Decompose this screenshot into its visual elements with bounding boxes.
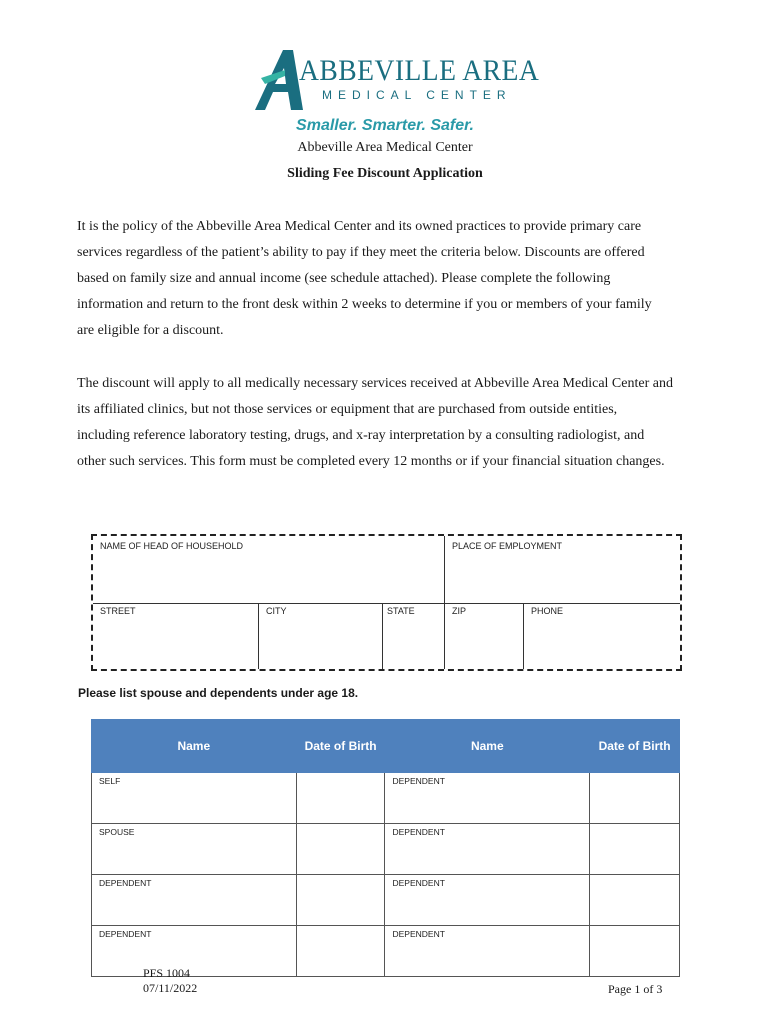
dob-cell[interactable]: [296, 875, 385, 926]
table-row: [92, 824, 680, 875]
divider: [523, 603, 524, 669]
name-cell[interactable]: SELF: [92, 773, 297, 824]
divider: [382, 603, 383, 669]
paragraph-line: information and return to the front desk within 2 weeks to determine if you or members of your family: [77, 297, 652, 312]
organization-name: Abbeville Area Medical Center: [297, 140, 473, 155]
household-form: [91, 534, 682, 671]
form-id: PFS 1004: [143, 966, 191, 980]
name-cell[interactable]: DEPENDENT: [92, 875, 297, 926]
column-header-dob: Date of Birth: [590, 720, 680, 773]
name-cell[interactable]: DEPENDENT: [385, 824, 590, 875]
tagline: Smaller. Smarter. Safer.: [296, 117, 474, 134]
phone-field[interactable]: PHONE: [531, 606, 564, 616]
table-row: [92, 773, 680, 824]
logo-subtitle: MEDICAL CENTER: [322, 88, 512, 102]
policy-paragraph: [77, 214, 697, 344]
dob-cell[interactable]: [590, 824, 680, 875]
column-header-name: Name: [385, 720, 590, 773]
dob-cell[interactable]: [590, 875, 680, 926]
logo-a-mark-icon: [255, 48, 305, 112]
dependents-heading: Please list spouse and dependents under age 18.: [78, 686, 359, 700]
footer-form-info: [143, 966, 197, 996]
column-header-dob: Date of Birth: [296, 720, 385, 773]
discount-paragraph: [77, 371, 697, 475]
paragraph-line: its affiliated clinics, but not those services or equipment that are purchased from outside entities,: [77, 402, 618, 417]
paragraph-line: services regardless of the patient’s ability to pay if they meet the criteria below. Discounts are offered: [77, 245, 645, 260]
head-of-household-field[interactable]: NAME OF HEAD OF HOUSEHOLD: [100, 541, 244, 551]
divider: [93, 603, 680, 604]
name-cell[interactable]: DEPENDENT: [92, 926, 297, 977]
paragraph-line: based on family size and annual income (see schedule attached). Please complete the following: [77, 271, 611, 286]
street-field[interactable]: STREET: [100, 606, 136, 616]
name-cell[interactable]: SPOUSE: [92, 824, 297, 875]
dob-cell[interactable]: [296, 824, 385, 875]
paragraph-line: It is the policy of the Abbeville Area Medical Center and its owned practices to provide primary care: [77, 219, 642, 234]
paragraph-line: The discount will apply to all medically necessary services received at Abbeville Area Medical Center and: [77, 376, 673, 391]
table-row: [92, 875, 680, 926]
dependents-table: [91, 719, 680, 977]
dob-cell[interactable]: [590, 773, 680, 824]
dob-cell[interactable]: [296, 926, 385, 977]
paragraph-line: other such services. This form must be completed every 12 months or if your financial situation changes.: [77, 454, 665, 469]
paragraph-line: are eligible for a discount.: [77, 323, 224, 338]
divider: [258, 603, 259, 669]
page-number: Page 1 of 3: [608, 982, 663, 996]
name-cell[interactable]: DEPENDENT: [385, 875, 590, 926]
form-date: 07/11/2022: [143, 981, 198, 995]
document-title: Sliding Fee Discount Application: [287, 166, 483, 181]
abbeville-logo: [255, 48, 540, 112]
column-header-name: Name: [92, 720, 297, 773]
city-field[interactable]: CITY: [266, 606, 287, 616]
table-header-row: [92, 720, 680, 773]
place-of-employment-field[interactable]: PLACE OF EMPLOYMENT: [452, 541, 563, 551]
name-cell[interactable]: DEPENDENT: [385, 773, 590, 824]
name-cell[interactable]: DEPENDENT: [385, 926, 590, 977]
paragraph-line: including reference laboratory testing, drugs, and x-ray interpretation by a consulting radiologist, and: [77, 428, 645, 443]
zip-field[interactable]: ZIP: [452, 606, 467, 616]
dob-cell[interactable]: [590, 926, 680, 977]
dob-cell[interactable]: [296, 773, 385, 824]
logo-name: ABBEVILLE AREA: [299, 54, 540, 87]
state-field[interactable]: STATE: [387, 606, 415, 616]
